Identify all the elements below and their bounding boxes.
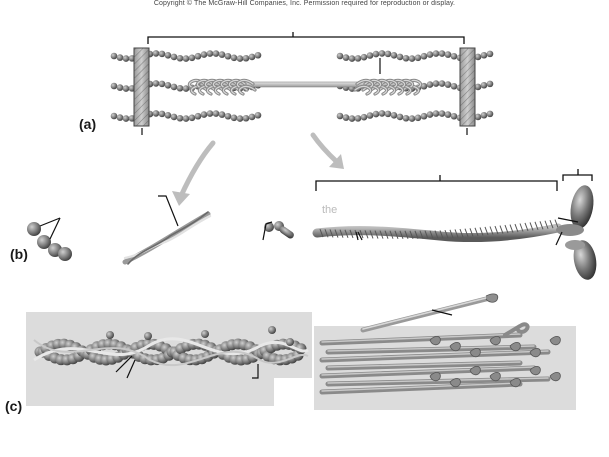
- panel-c-filaments: [26, 294, 576, 410]
- troponin-complex: [263, 221, 295, 240]
- sarcomere-bracket: [148, 32, 464, 44]
- panel-a-sarcomere: [111, 32, 494, 135]
- single-myosin: [363, 294, 498, 330]
- panel-label-a: (a): [79, 116, 97, 132]
- svg-text:the: the: [322, 204, 338, 216]
- actin-monomers: [27, 218, 72, 261]
- panel-label-c: (c): [5, 398, 23, 414]
- thick-filament: [189, 80, 420, 94]
- tropomyosin-strand: [125, 196, 210, 264]
- copyright-notice: Copyright © The McGraw-Hill Companies, Inc. Permission required for reproduction or display.: [153, 0, 456, 7]
- zoom-arrows: [172, 135, 344, 206]
- myosin-molecule: [316, 169, 599, 282]
- label-lines-a: [142, 58, 467, 135]
- panel-label-b: (b): [10, 246, 28, 262]
- panel-b-components: [27, 169, 599, 282]
